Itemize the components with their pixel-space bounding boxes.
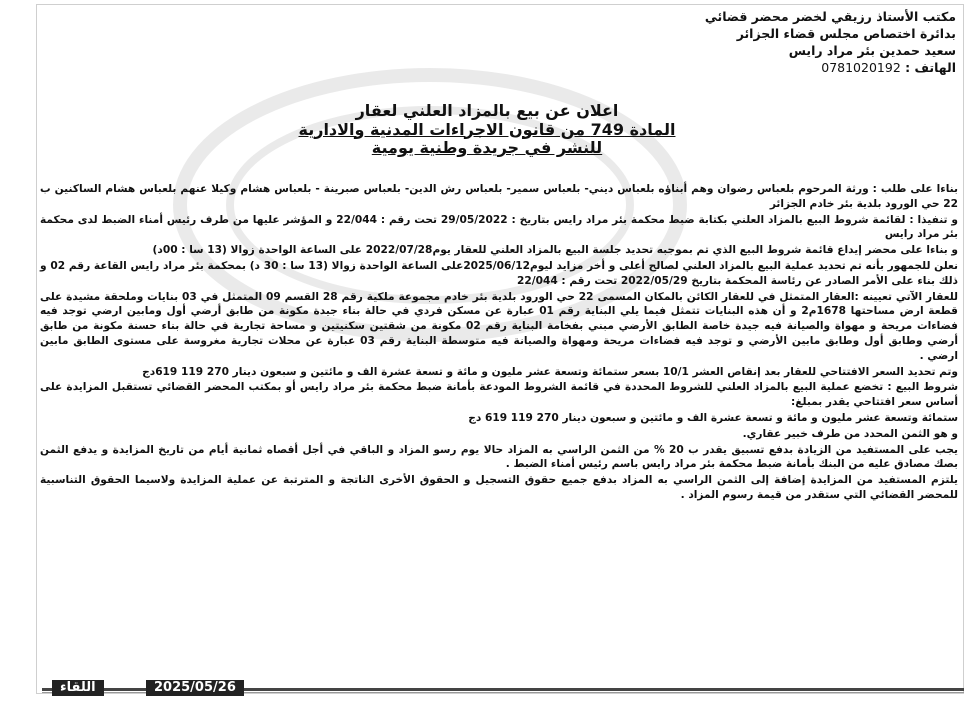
paragraph-announcement: نعلن للجمهور بأنه تم تحديد عملية البيع بالمزاد العلني لصالح أعلى و أخر مزايد ليوم2025/06/12على الساعة الواحدة زوالا (13 سا : 30 د) بمحكمة بئر مراد رايس القاعة رقم 02 و ذلك بناء على الأمر الصادر عن رئاسة المحكمة بتاريخ 2022/05/29 تحت رقم : 22/044 bbox=[40, 259, 958, 287]
paragraph-expert: و هو الثمن المحدد من طرف خبير عقاري. bbox=[742, 427, 958, 440]
paragraph-opening-price: وتم تحديد السعر الافتتاحي للعقار بعد إنقاص العشر 10/1 بسعر ستمائة وتسعة عشر مليون و مائة و تسعة عشرة الف و مائتين و سبعون دينار 270 119 619دج bbox=[142, 365, 958, 378]
announcement-title bbox=[0, 102, 974, 158]
paragraph-execution: و تنفيذا : لقائمة شروط البيع بالمزاد العلني بكتابة ضبط محكمة بئر مراد رايس بتاريخ : 29/05/2022 تحت رقم : 22/044 و المؤشر عليها من طرف رئيس أمناء الضبط لدى محكمة بئر مراد رايس bbox=[40, 213, 958, 241]
announcement-body bbox=[40, 182, 958, 504]
title-line-3: للنشر في جريدة وطنية يومية bbox=[371, 138, 603, 157]
office-name: مكتب الأستاذ رزيقي لخضر محضر قضائي bbox=[704, 9, 956, 24]
title-line-1: اعلان عن بيع بالمزاد العلني لعقار bbox=[355, 101, 619, 120]
phone-number: 0781020192 bbox=[821, 60, 901, 75]
phone-label: الهاتف : bbox=[905, 60, 956, 75]
publication-date-badge: 2025/05/26 bbox=[146, 680, 244, 696]
paragraph-fees: يلتزم المستفيد من المزايدة إضافة إلى الثمن الراسي به المزاد بدفع جميع حقوق التسجيل و الحقوق الأخرى الناتجة و المترتبة عن عملية المزايدة ولاسيما الحقوق التناسبية للمحضر القضائي التي ستقدر من قيمة رسوم المزاد . bbox=[40, 474, 958, 501]
paragraph-deposit: و بناءا على محضر إيداع قائمة شروط البيع الذي تم بموجبه تحديد جلسة البيع بالمزاد العلني للعقار يوم2022/07/28 على الساعة الواحدة زوالا (13 سا : 00د) bbox=[152, 244, 958, 257]
office-phone-row bbox=[356, 59, 956, 76]
office-jurisdiction: بدائرة اختصاص مجلس قضاء الجزائر bbox=[736, 26, 956, 41]
bailiff-office-header bbox=[356, 8, 956, 76]
paragraph-request: بناءا على طلب : ورثة المرحوم بلعباس رضوان وهم أبناؤه بلعباس ديني- بلعباس سمير- بلعباس رش الدين- بلعباس صبرينة - بلعباس هشام وكيلا عنهم بلعباس هشام الساكنين ب 22 حي الورود بلدية بئر خادم الجزائر bbox=[40, 183, 958, 210]
paragraph-property: للعقار الآتي تعيينه :العقار المتمثل في للعقار الكائن بالمكان المسمى 22 حي الورود بلدية بئر خادم مجموعة ملكية رقم 28 القسم 09 المتمثل في 03 بنايات وملحقة مشيدة على قطعة ارض مساحتها 1678م2 و أن هذه البنايات تتمثل فيما يلي البناية رقم 01 عبارة عن مسكن فردي في حالة بناء جيدة مكونة من طابق أرضي أول ومابين ارضي توجد فيه فضاءات مريحة و مهواة والصيانة فيه جيدة خاصة الطابق الأرضي مبني بفخامة البناية رقم 02 مكونة من شقتين سكنيتين و مساحة تجارية في حالة بناء حسنة مكونة من طابق أرضي وطابق أول وطابق مابين الأرضي و توجد فيه فضاءات مريحة ومهواة والصيانة فيه متوسطة البناية رقم 03 عبارة عن محلات تجارية مغروسة على مستوى الطابق مابين ارضي . bbox=[40, 290, 959, 362]
paragraph-price-words: ستمائة وتسعة عشر مليون و مائة و تسعة عشرة الف و مائتين و سبعون دينار 270 119 619 دج bbox=[468, 411, 958, 424]
office-address: سعيد حمدين بئر مراد رايس bbox=[788, 43, 956, 58]
newspaper-name-badge: اللقاء bbox=[52, 680, 104, 696]
title-line-2: المادة 749 من قانون الاجراءات المدنية والادارية bbox=[298, 119, 676, 139]
paragraph-sale-conditions: شروط البيع : تخضع عملية البيع بالمزاد العلني للشروط المحددة في قائمة الشروط المودعة بأمانة ضبط محكمة بئر مراد رايس أو بمكتب المحضر القضائي تستقبل المزايدة على أساس سعر افتتاحي يقدر بمبلغ: bbox=[40, 381, 958, 409]
paragraph-deposit-payment: يجب على المستفيد من الزيادة بدفع تسبيق يقدر ب 20 % من الثمن الراسي به المزاد حالا يوم رسو المزاد و الباقي في أجل أقصاه ثمانية أيام من تاريخ المزايدة و يدفع الثمن بصك مصادق عليه من البنك بأمانة ضبط محكمة بئر مراد رايس باسم رئيس أمناء الضبط . bbox=[40, 443, 958, 471]
